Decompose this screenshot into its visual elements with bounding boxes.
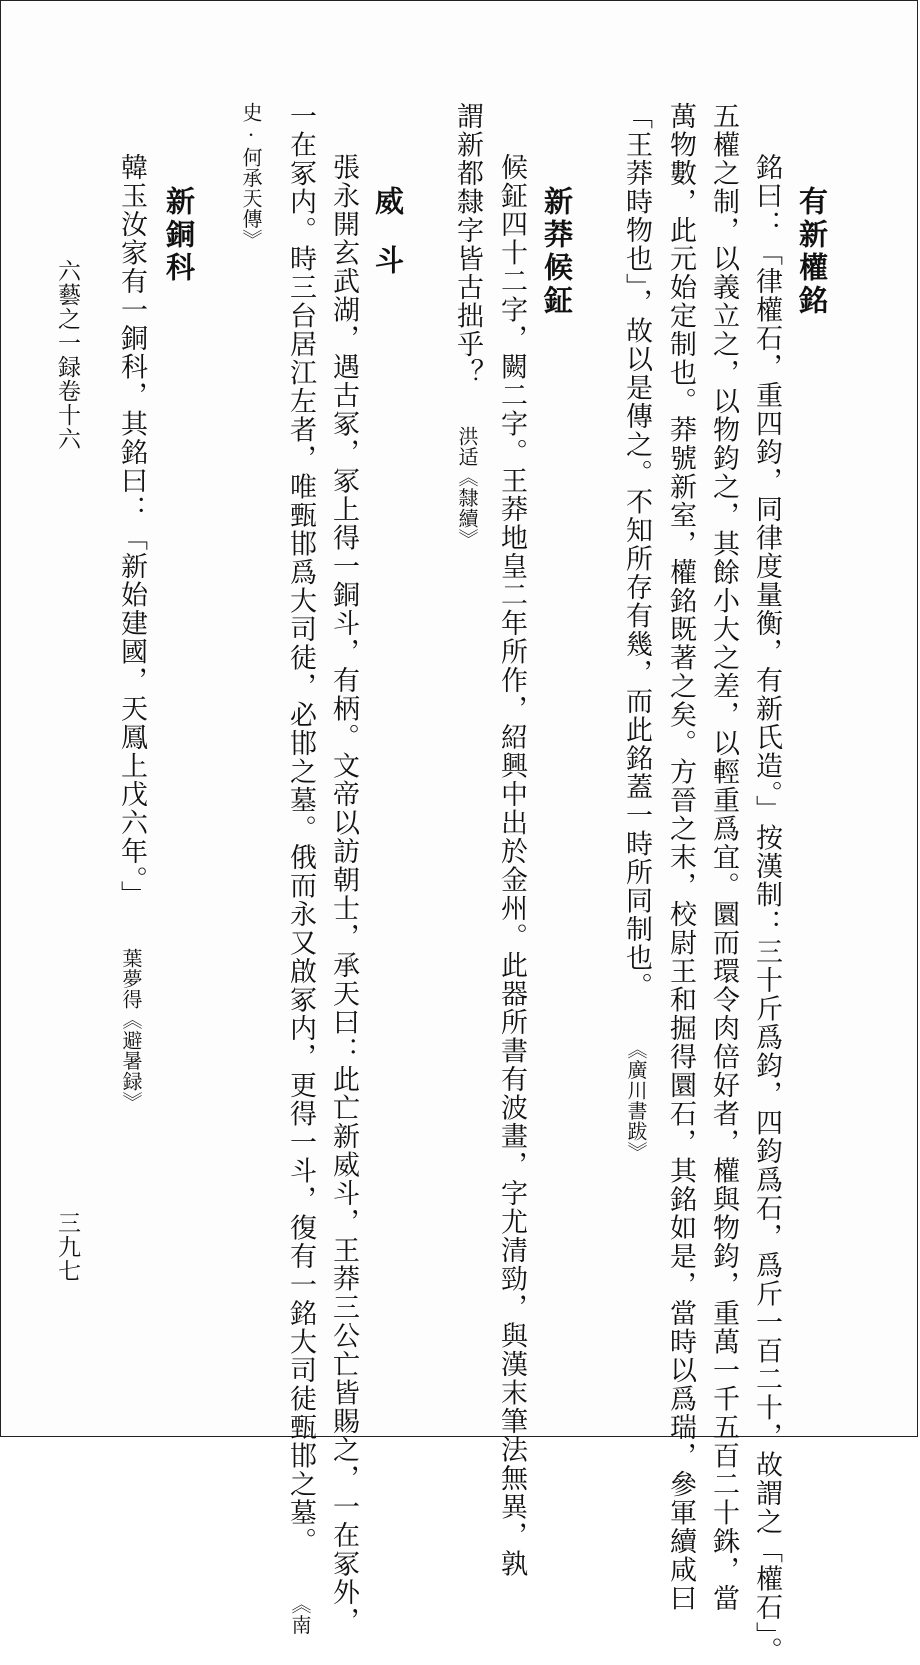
body-line: 張永開玄武湖，遇古冢，冢上得一銅斗，有柄。文帝以訪朝士，承天曰：此亡新威斗，王莽三公亡皆賜之，一在冢外， (328, 153, 359, 1635)
source-citation: 《廣川書跋》 (624, 1039, 648, 1162)
section-title-xin-tongke: 新銅科 (162, 186, 196, 285)
body-line: 一在冢内。時三台居江左者，唯甄邯爲大司徒，必邯之墓。俄而永又啟冢内，更得一斗，復有一銘大司徒甄邯之墓。 (285, 102, 316, 1556)
text-column (753, 153, 780, 1665)
text-column (710, 102, 737, 1613)
body-line: 銘曰：「律權石，重四鈞，同律度量衡，有新氏造。」按漢制：三十斤爲鈞，四鈞爲石，爲斤一百二十，故謂之「權石」。 (751, 153, 782, 1665)
text-column (498, 153, 525, 1578)
source-citation: 史·何承天傳》 (239, 102, 263, 250)
source-citation: 《南 (288, 1594, 312, 1635)
text-column (330, 153, 357, 1635)
text-column (118, 153, 145, 1112)
text-column (241, 102, 261, 250)
body-line: 候鉦四十二字，闕二字。王莽地皇二年所作，紹興中出於金州。此器所書有波畫，字尤清勁，與漢末筆法無異，孰 (496, 153, 527, 1578)
text-column (667, 102, 694, 1613)
text-column (454, 102, 481, 549)
section-title-youxin-quanming: 有新權銘 (795, 186, 829, 318)
body-line: 萬物數，此元始定制也。莽號新室，權銘既著之矣。方晉之末，校尉王和掘得圜石，其銘如是，當時以爲瑞，參軍續咸曰 (665, 102, 696, 1613)
source-citation: 葉夢得《避暑録》 (119, 947, 143, 1112)
section-title-weidou: 威斗 (371, 186, 405, 304)
text-column (287, 102, 314, 1635)
source-citation: 洪适《隸續》 (455, 425, 479, 549)
text-column (623, 102, 650, 1162)
page-number: 三九七 (54, 1211, 80, 1283)
section-title-xinmang-houzheng: 新莽候鉦 (540, 186, 574, 318)
body-line: 謂新都隸字皆古拙乎？ (452, 102, 483, 387)
body-line: 「王莽時物也」，故以是傳之。不知所存有幾，而此銘蓋一時所同制也。 (621, 102, 652, 1001)
body-line: 韓玉汝家有一銅科，其銘曰：「新始建國，天鳳上戊六年。」 (116, 153, 147, 909)
body-line: 五權之制，以義立之，以物鈞之，其餘小大之差，以輕重爲宜。圜而環令肉倍好者，權與物鈞，重萬一千五百二十銖，當 (708, 102, 739, 1613)
running-head: 六藝之一録卷十六 (54, 259, 80, 451)
